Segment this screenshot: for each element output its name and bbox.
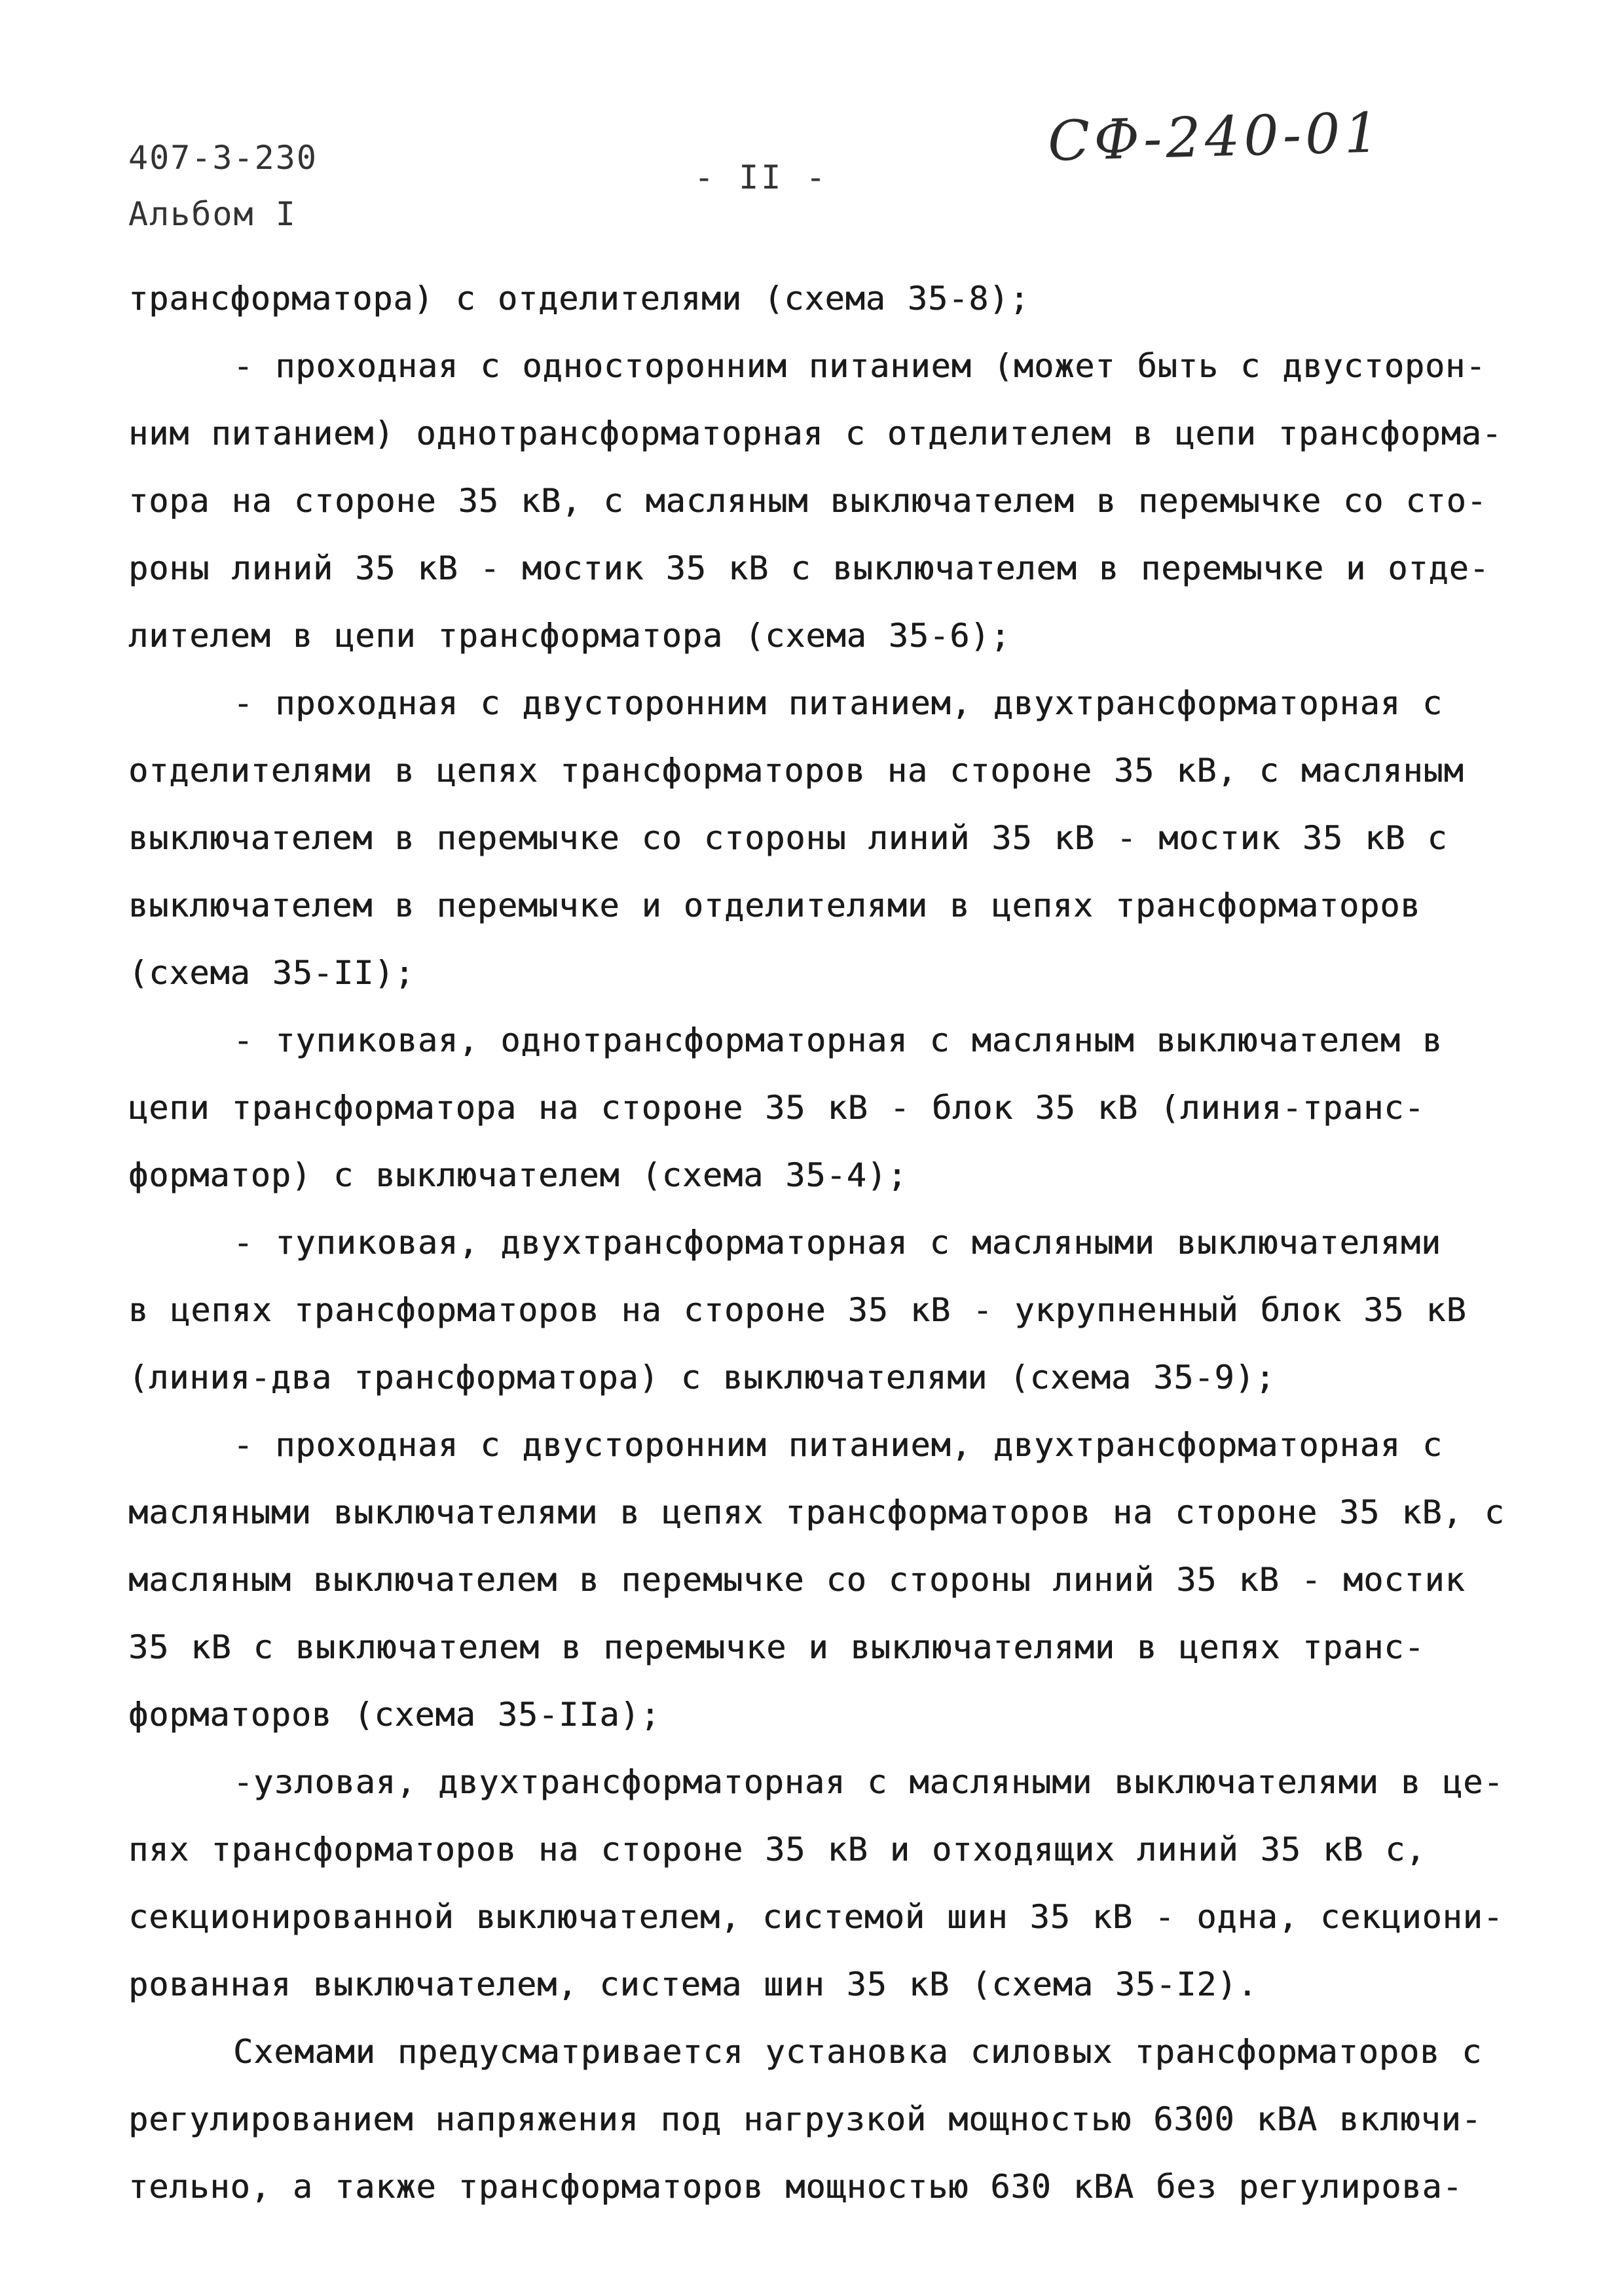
text-line: в цепях трансформаторов на стороне 35 кВ - укрупненный блок 35 кВ xyxy=(128,1291,1467,1329)
text-line: масляным выключателем в перемычке со стороны линий 35 кВ - мостик xyxy=(128,1561,1466,1599)
text-line: трансформатора) с отделителями (схема 35-8); xyxy=(128,280,1030,318)
text-line: выключателем в перемычке и отделителями в цепях трансформаторов xyxy=(128,886,1421,924)
text-line: (схема 35-II); xyxy=(128,954,415,992)
text-line: регулированием напряжения под нагрузкой мощностью 6300 кВА включи- xyxy=(128,2100,1482,2138)
body-text xyxy=(128,265,1517,2221)
text-line: 35 кВ с выключателем в перемычке и выключателями в цепях транс- xyxy=(128,1628,1425,1666)
text-line: выключателем в перемычке со стороны линий 35 кВ - мостик 35 кВ с xyxy=(128,819,1448,857)
text-line: ним питанием) однотрансформаторная с отделителем в цепи трансформа- xyxy=(128,414,1502,452)
text-line: отделителями в цепях трансформаторов на стороне 35 кВ, с масляным xyxy=(128,752,1464,790)
page-number: - II - xyxy=(694,158,828,196)
text-line: (линия-два трансформатора) с выключателями (схема 35-9); xyxy=(128,1358,1276,1396)
handwritten-code: СФ-240-01 xyxy=(1046,100,1384,173)
text-line: рованная выключателем, система шин 35 кВ (схема 35-I2). xyxy=(128,1965,1258,2003)
text-line: секционированной выключателем, системой шин 35 кВ - одна, секциони- xyxy=(128,1898,1504,1936)
text-line: лителем в цепи трансформатора (схема 35-6); xyxy=(128,617,1011,655)
text-line: форматоров (схема 35-IIа); xyxy=(128,1696,661,1734)
text-line: - проходная с односторонним питанием (может быть с двусторон- xyxy=(233,347,1486,385)
text-line: тельно, а также трансформаторов мощностью 630 кВА без регулирова- xyxy=(128,2168,1463,2206)
album-label: Альбом I xyxy=(128,195,297,233)
text-line: цепи трансформатора на стороне 35 кВ - блок 35 кВ (линия-транс- xyxy=(128,1089,1425,1127)
text-line: - проходная с двусторонним питанием, двухтрансформаторная с xyxy=(233,684,1443,722)
document-code: 407-3-230 xyxy=(128,139,318,177)
text-line: масляными выключателями в цепях трансформаторов на стороне 35 кВ, с xyxy=(128,1493,1505,1531)
text-line: - тупиковая, двухтрансформаторная с масляными выключателями xyxy=(233,1224,1442,1262)
text-line: - проходная с двусторонним питанием, двухтрансформаторная с xyxy=(233,1426,1443,1464)
text-line: пях трансформаторов на стороне 35 кВ и отходящих линий 35 кВ с, xyxy=(128,1831,1426,1868)
text-line: тора на стороне 35 кВ, с масляным выключателем в перемычке со сто- xyxy=(128,482,1487,520)
text-line: - тупиковая, однотрансформаторная с масляным выключателем в xyxy=(233,1021,1443,1059)
text-line: форматор) с выключателем (схема 35-4); xyxy=(128,1156,908,1194)
text-line: Схемами предусматривается установка силовых трансформаторов с xyxy=(233,2033,1483,2071)
document-header xyxy=(128,130,318,242)
text-line: -узловая, двухтрансформаторная с масляными выключателями в це- xyxy=(233,1763,1504,1801)
text-line: роны линий 35 кВ - мостик 35 кВ с выключателем в перемычке и отде- xyxy=(128,549,1490,587)
